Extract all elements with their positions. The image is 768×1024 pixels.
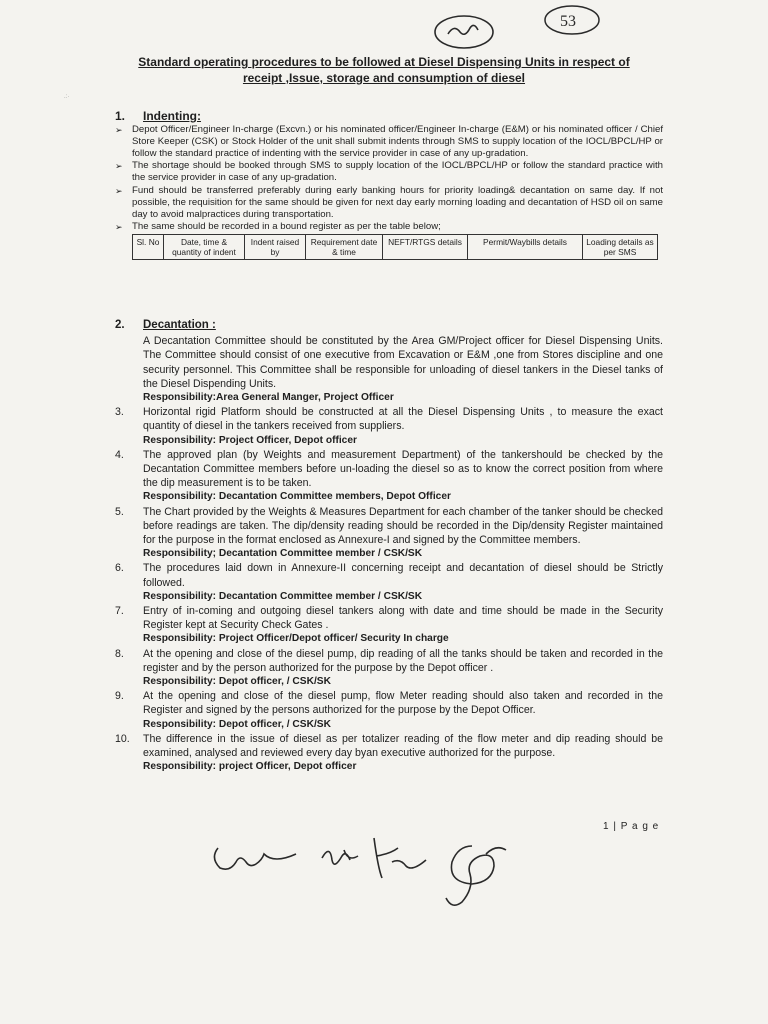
numbered-item: 9. At the opening and close of the diesel pump, flow Meter reading should also taken and recorded in the Register and signed by the persons authorized for the purpose by the Depot Officer. xyxy=(115,690,663,717)
responsibility-line: Responsibility: Decantation Committee members, Depot Officer xyxy=(143,491,451,503)
section-heading xyxy=(115,318,663,332)
arrow-bullet-icon: ➢ xyxy=(115,161,123,172)
table-header-row xyxy=(133,234,658,259)
circled-number-text: 53 xyxy=(560,13,576,30)
signature-1 xyxy=(214,848,296,869)
responsibility-line: Responsibility: Project Officer/Depot officer/ Security In charge xyxy=(143,633,449,645)
scribble-inside-circle xyxy=(448,25,478,34)
decantation-intro: A Decantation Committee should be constituted by the Area GM/Project officer for Diesel Dispensing Units. The Committee should consist of one executive from Excavation or E&M ,one from Stores discipline and one security personnel. This Committee shall be responsible for unloading of diesel tankers in the Diesel tanks of the Diesel Dispending Units. xyxy=(143,335,663,390)
responsibility-line: Responsibility: Depot officer, / CSK/SK xyxy=(143,718,331,730)
numbered-item: 7. Entry of in-coming and outgoing diesel tankers along with date and time should be made in the Security Register kept at Security Check Gates . xyxy=(115,605,663,632)
section-number: 1. xyxy=(115,109,126,123)
bullet-item: ➢ The shortage should be booked through SMS to supply location of the IOCL/BPCL/HP or follow the standard practice with the service provider in case of any up-gradation. xyxy=(115,160,663,184)
indent-register-table xyxy=(132,234,658,260)
section-number: 2. xyxy=(115,319,125,331)
responsibility-line: Responsibility: Project Officer, Depot officer xyxy=(143,434,357,446)
responsibility-line: Responsibility: Decantation Committee member / CSK/SK xyxy=(143,590,423,602)
table-header-cell: Indent raised by xyxy=(245,234,306,259)
numbered-item: 8. At the opening and close of the diesel pump, dip reading of all the tanks should be taken and recorded in the register and by the person authorized for the purpose by the Depot officer . xyxy=(115,647,663,674)
section-decantation xyxy=(115,318,663,775)
section-title: Decantation : xyxy=(143,319,216,331)
signature-2 xyxy=(322,850,358,864)
arrow-bullet-icon: ➢ xyxy=(115,125,123,136)
responsibility-line: Responsibility; Decantation Committee member / CSK/SK xyxy=(143,548,423,560)
table-header-cell: Permit/Waybills details xyxy=(468,234,583,259)
section-heading xyxy=(115,110,663,122)
numbered-item: 5. The Chart provided by the Weights & Measures Department for each chamber of the tanker should be checked before readings are taken. The dip/density reading should be recorded in the Dip/density Register maintained for the purpose in the format enclosed as Annexure-I and signed by the Committee members. xyxy=(115,505,663,547)
numbered-item: 3. Horizontal rigid Platform should be constructed at all the Diesel Dispensing Units , to measure the exact quantity of diesel in the tankers received from suppliers. xyxy=(115,406,663,433)
table-header-cell: Loading details as per SMS xyxy=(583,234,658,259)
table-header-cell: Requirement date & time xyxy=(306,234,383,259)
responsibility-line: Responsibility: project Officer, Depot officer xyxy=(143,761,357,773)
table-header-cell: NEFT/RTGS details xyxy=(383,234,468,259)
margin-dots: .:· xyxy=(64,94,70,100)
numbered-item: 10. The difference in the issue of diesel as per totalizer reading of the flow meter and dip reading should be examined, analysed and reviewed every day byan executive authorized for the purpose. xyxy=(115,732,663,760)
signature-4 xyxy=(446,846,506,905)
signature-3 xyxy=(374,838,426,878)
table-header-cell: Date, time & quantity of indent xyxy=(164,234,245,259)
responsibility-line: Responsibility: Depot officer, / CSK/SK xyxy=(143,676,331,688)
bullet-item: ➢ Depot Officer/Engineer In-charge (Excvn.) or his nominated officer/Engineer In-charge (E&M) or his nominated officer / Chief Store Keeper (CSK) or Stock Holder of the unit shall submit indents through SMS to supply location of the IOCL/BPCL/HP or follow the standard practice of indenting with the service provider in case of any up-gradation. xyxy=(115,124,663,160)
bullet-item: ➢ The same should be recorded in a bound register as per the table below; xyxy=(115,220,441,232)
section-indenting xyxy=(115,110,663,260)
arrow-bullet-icon: ➢ xyxy=(115,221,123,232)
signatures xyxy=(0,820,768,900)
bullet-item: ➢ Fund should be transferred preferably during early banking hours for priority loading& decantation on same day. If not possible, the requisition for the same should be given for next day early morning loading and decantation of HSD oil on same day to avoid malpractices during transportation. xyxy=(115,184,663,220)
circled-scribble-mark xyxy=(435,16,493,48)
numbered-item: 4. The approved plan (by Weights and measurement Department) of the tankershould be checked by the Decantation Committee members before un-loading the diesel so as to know the correct position from where the dip measurement is to be taken. xyxy=(115,448,663,490)
page-number: 1 | P a g e xyxy=(603,821,660,832)
responsibility-line: Responsibility:Area General Manger, Project Officer xyxy=(143,392,394,404)
numbered-item: 6. The procedures laid down in Annexure-II concerning receipt and decantation of diesel should be Strictly followed. xyxy=(115,562,663,589)
table-header-cell: Sl. No xyxy=(133,234,164,259)
section-title: Indenting: xyxy=(143,109,201,123)
arrow-bullet-icon: ➢ xyxy=(115,185,123,196)
document-title: Standard operating procedures to be followed at Diesel Dispensing Units in respect of receipt ,Issue, storage and consumption of diesel xyxy=(138,55,630,85)
